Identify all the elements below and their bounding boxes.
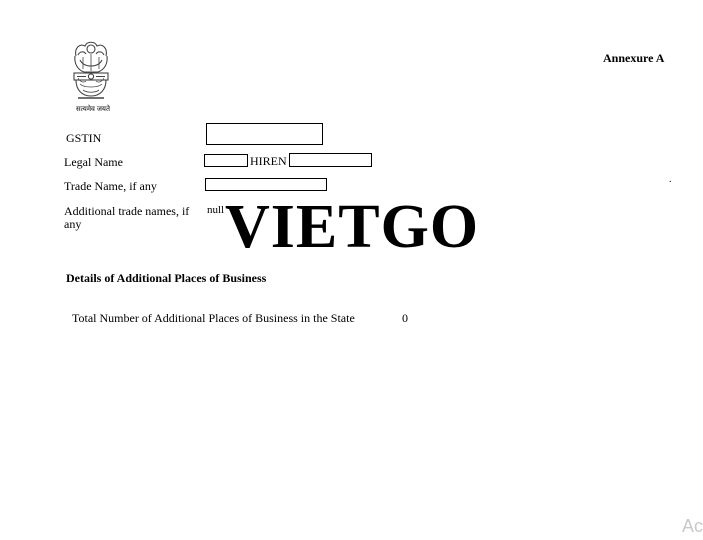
corner-overlay-text: Ac [682, 516, 703, 536]
gstin-label: GSTIN [66, 131, 102, 145]
legal-name-first-box[interactable] [204, 154, 248, 167]
additional-trade-names-value: null [207, 204, 225, 216]
legal-name-last-box[interactable] [289, 153, 372, 167]
additional-trade-names-label: Additional trade names, if any [64, 204, 190, 231]
gstin-field[interactable] [206, 123, 323, 145]
annexure-label: Annexure A [603, 51, 665, 65]
trade-name-field[interactable] [205, 178, 327, 191]
emblem-caption: सत्यमेव जयते [76, 105, 110, 113]
trade-name-label: Trade Name, if any [64, 179, 157, 193]
national-emblem-icon [66, 38, 116, 104]
legal-name-label: Legal Name [64, 155, 123, 169]
section-heading: Details of Additional Places of Business [66, 271, 267, 285]
total-places-label: Total Number of Additional Places of Business in the State [72, 311, 355, 325]
total-places-value: 0 [402, 311, 408, 325]
watermark-text: VIETGO [225, 193, 480, 261]
stray-dot: . [669, 174, 672, 185]
legal-name-value: HIREN [250, 154, 287, 168]
